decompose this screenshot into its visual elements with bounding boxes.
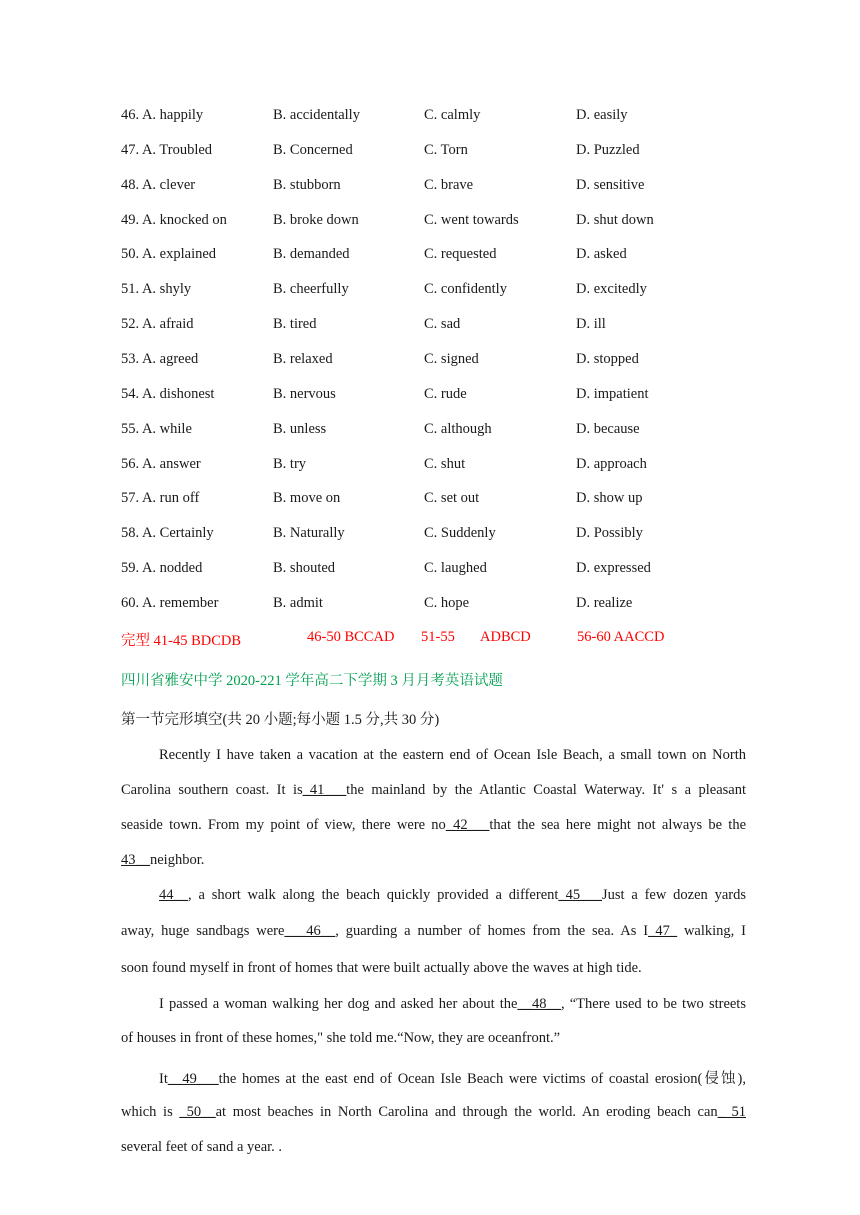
option-d: D. Possibly <box>576 525 643 542</box>
blank-46: ___46__ <box>284 923 336 939</box>
option-a: 49. A. knocked on <box>121 211 227 228</box>
option-d: D. expressed <box>576 560 651 576</box>
option-b: B. demanded <box>273 246 350 263</box>
option-c: C. sad <box>424 316 461 333</box>
option-c: C. although <box>424 420 492 437</box>
passage-line: away, huge sandbags were___46__, guarding a number of homes from the sea. As I_47_ walking, I <box>121 923 746 939</box>
blank-48: __48__ <box>517 996 561 1012</box>
option-d: D. approach <box>576 455 647 472</box>
option-b: B. move on <box>273 490 341 507</box>
option-b: B. Naturally <box>273 525 345 542</box>
option-c: C. Suddenly <box>424 525 496 542</box>
answer-key-part2: 46-50 BCCAD <box>307 629 395 645</box>
passage-line: It__49___the homes at the east end of Ocean Isle Beach were victims of coastal erosion(侵蚀), <box>159 1071 746 1087</box>
option-c: C. brave <box>424 176 474 193</box>
blank-45: _45___ <box>558 887 602 903</box>
option-c: C. Torn <box>424 141 468 158</box>
option-d: D. impatient <box>576 385 649 402</box>
option-d: D. because <box>576 420 640 437</box>
blank-41: _41___ <box>302 782 347 798</box>
option-d: D. Puzzled <box>576 141 640 158</box>
passage-line: soon found myself in front of homes that were built actually above the waves at high tide. <box>121 960 642 976</box>
option-d: D. sensitive <box>576 176 645 193</box>
option-b: B. shouted <box>273 560 336 576</box>
option-d: D. shut down <box>576 211 654 228</box>
option-c: C. set out <box>424 490 480 507</box>
option-a: 60. A. remember <box>121 594 219 611</box>
passage-line: seaside town. From my point of view, there were no_42___that the sea here might not always be the <box>121 817 746 833</box>
passage-line: 44__, a short walk along the beach quickly provided a different_45___Just a few dozen yards <box>159 887 747 903</box>
option-d: D. stopped <box>576 351 639 367</box>
section-heading: 第一节完形填空(共 20 小题;每小题 1.5 分,共 30 分) <box>121 712 440 728</box>
option-c: C. rude <box>424 385 467 402</box>
option-b: B. broke down <box>273 211 359 228</box>
option-b: B. tired <box>273 316 317 333</box>
option-d: D. ill <box>576 316 606 333</box>
answer-key-part1: 完型 41-45 BDCDB <box>121 633 242 649</box>
option-d: D. realize <box>576 594 633 611</box>
option-a: 51. A. shyly <box>121 281 192 298</box>
option-b: B. try <box>273 455 307 472</box>
option-a: 53. A. agreed <box>121 351 199 367</box>
option-d: D. excitedly <box>576 281 647 298</box>
option-a: 48. A. clever <box>121 176 196 193</box>
option-a: 56. A. answer <box>121 455 201 472</box>
option-b: B. cheerfully <box>273 281 349 298</box>
option-c: C. laughed <box>424 560 487 576</box>
option-a: 46. A. happily <box>121 107 204 123</box>
blank-51: _ 51 <box>717 1104 746 1120</box>
answer-key-part3: 51-55 <box>421 629 455 645</box>
passage-line: Recently I have taken a vacation at the eastern end of Ocean Isle Beach, a small town on North <box>159 747 746 763</box>
option-c: C. calmly <box>424 107 481 123</box>
option-c: C. confidently <box>424 281 507 298</box>
option-a: 59. A. nodded <box>121 560 203 576</box>
blank-44: 44__ <box>159 887 188 903</box>
option-d: D. show up <box>576 490 643 507</box>
blank-43: 43__ <box>121 852 150 868</box>
passage-line: several feet of sand a year. . <box>121 1139 283 1155</box>
option-b: B. accidentally <box>273 107 360 123</box>
option-a: 54. A. dishonest <box>121 385 215 402</box>
passage-line: Carolina southern coast. It is_41___the mainland by the Atlantic Coastal Waterway. It' s a pleasant <box>121 782 746 798</box>
option-a: 52. A. afraid <box>121 316 194 333</box>
option-c: C. requested <box>424 246 497 263</box>
option-a: 57. A. run off <box>121 490 200 507</box>
passage-line: 43__neighbor. <box>121 852 205 868</box>
option-b: B. Concerned <box>273 141 353 158</box>
option-d: D. asked <box>576 246 627 263</box>
blank-49: __49___ <box>167 1071 219 1087</box>
option-a: 50. A. explained <box>121 246 217 263</box>
option-b: B. unless <box>273 420 327 437</box>
blank-50: _50__ <box>179 1104 216 1120</box>
option-a: 55. A. while <box>121 420 192 437</box>
exam-title: 四川省雅安中学 2020-221 学年高二下学期 3 月月考英语试题 <box>121 673 503 689</box>
passage-line: which is _50__at most beaches in North Carolina and through the world. An eroding beach can_ 51 <box>121 1104 746 1120</box>
option-b: B. stubborn <box>273 176 341 193</box>
passage-line: I passed a woman walking her dog and asked her about the__48__, “There used to be two streets <box>159 996 746 1012</box>
option-b: B. relaxed <box>273 351 333 367</box>
passage-line: of houses in front of these homes," she told me.“Now, they are oceanfront.” <box>121 1030 561 1046</box>
option-c: C. shut <box>424 455 466 472</box>
option-c: C. signed <box>424 351 479 367</box>
option-c: C. went towards <box>424 211 519 228</box>
option-b: B. nervous <box>273 385 336 402</box>
answer-key-part5: 56-60 AACCD <box>577 629 665 645</box>
option-a: 58. A. Certainly <box>121 525 214 542</box>
answer-key-part4: ADBCD <box>480 629 531 645</box>
option-a: 47. A. Troubled <box>121 141 213 158</box>
blank-42: _42___ <box>445 817 490 833</box>
option-d: D. easily <box>576 107 628 123</box>
option-c: C. hope <box>424 594 470 611</box>
blank-47: _47_ <box>648 923 678 939</box>
option-b: B. admit <box>273 594 323 611</box>
